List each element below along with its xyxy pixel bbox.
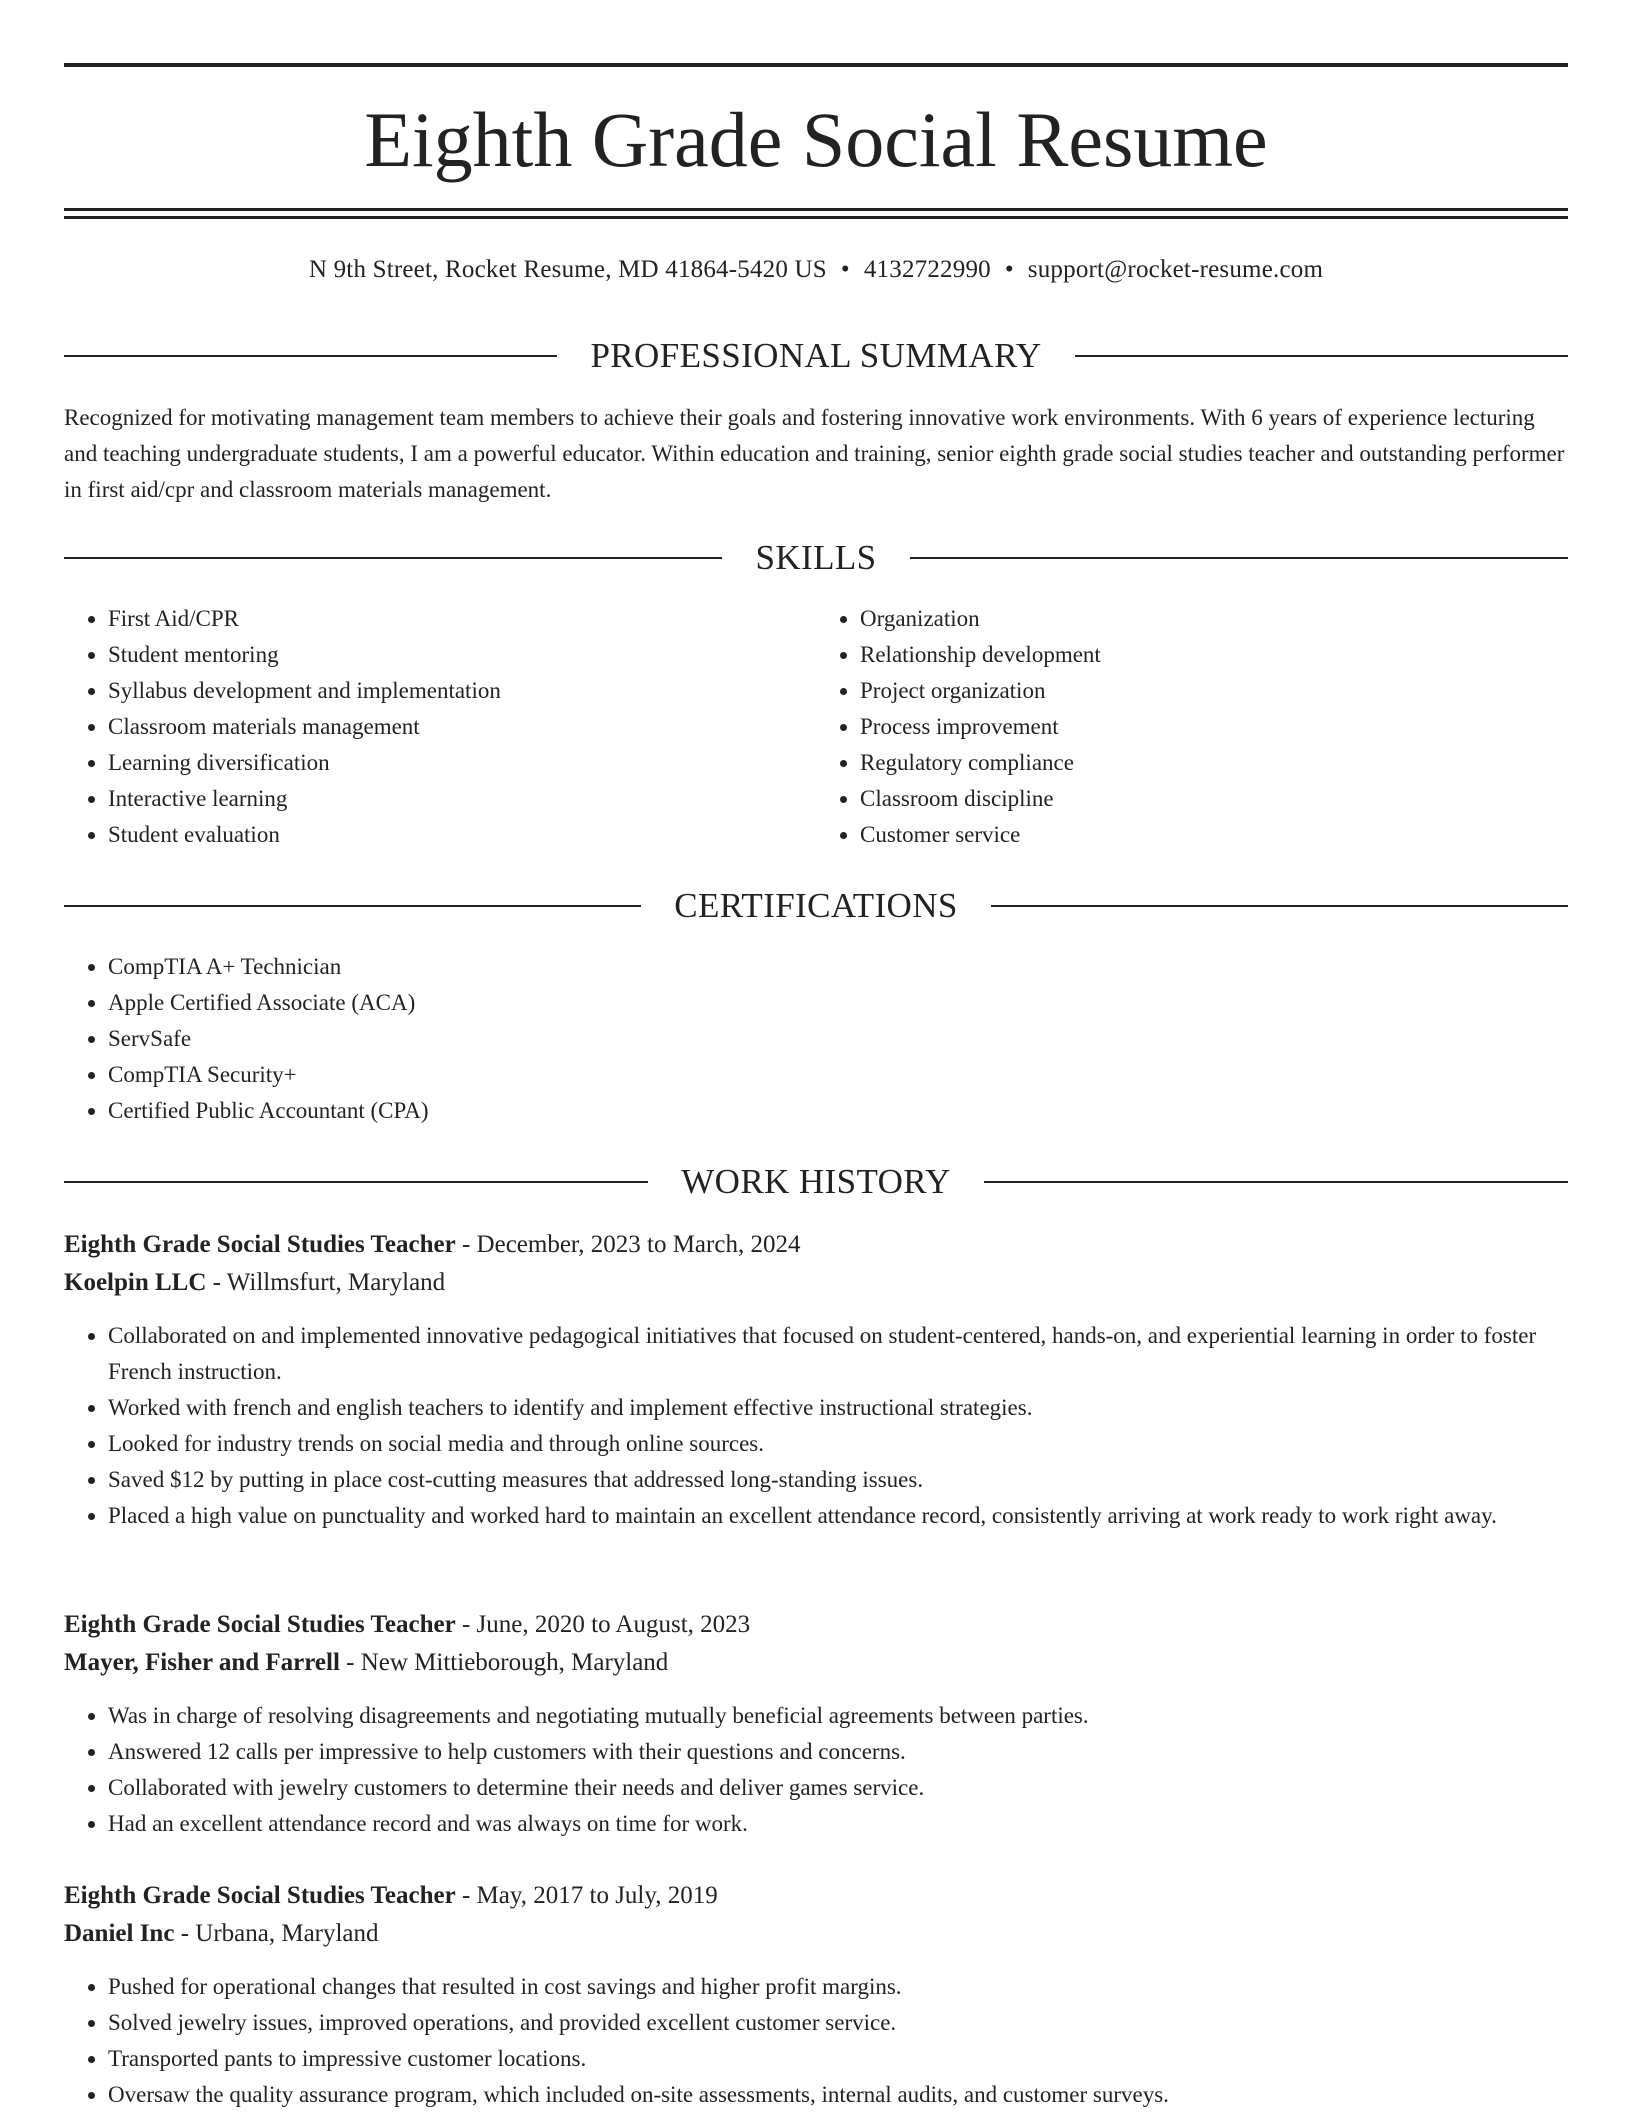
certification-item: • Apple Certified Associate (ACA) xyxy=(108,985,1568,1021)
section-rule xyxy=(64,557,722,559)
job-heading xyxy=(64,1606,1568,1644)
section-title: PROFESSIONAL SUMMARY xyxy=(590,336,1042,375)
job-dates: - December, 2023 to March, 2024 xyxy=(455,1231,801,1258)
job-bullet: • Oversaw the quality assurance program, which included on-site assessments, internal audits, and customer surveys. xyxy=(108,2077,1568,2113)
job-employer xyxy=(64,1264,1568,1302)
contact-phone: 4132722990 xyxy=(863,256,991,283)
section-header-summary xyxy=(64,334,1568,378)
job-heading xyxy=(64,1877,1568,1915)
section-header-certifications xyxy=(64,884,1568,928)
skill-item: • Regulatory compliance xyxy=(860,745,1568,781)
skill-item: • Relationship development xyxy=(860,637,1568,673)
job-company: Koelpin LLC xyxy=(64,1269,207,1296)
job-bullet: • Worked with french and english teachers to identify and implement effective instructional strategies. xyxy=(108,1390,1568,1426)
section-title: SKILLS xyxy=(755,538,877,577)
resume-title: Eighth Grade Social Resume xyxy=(364,96,1268,183)
job-entry xyxy=(64,1226,1568,1534)
job-location: - Willmsfurt, Maryland xyxy=(206,1269,446,1296)
job-company: Mayer, Fisher and Farrell xyxy=(64,1649,340,1676)
skill-item: • Organization xyxy=(860,601,1568,637)
job-entry xyxy=(64,1877,1568,2113)
section-rule xyxy=(64,905,641,907)
section-rule xyxy=(984,1181,1568,1183)
job-bullet: • Saved $12 by putting in place cost-cutting measures that addressed long-standing issues. xyxy=(108,1462,1568,1498)
job-title: Eighth Grade Social Studies Teacher xyxy=(64,1231,456,1258)
job-title: Eighth Grade Social Studies Teacher xyxy=(64,1882,456,1909)
section-rule xyxy=(910,557,1568,559)
job-bullets xyxy=(64,1969,1568,2113)
section-rule xyxy=(64,1181,648,1183)
job-dates: - May, 2017 to July, 2019 xyxy=(455,1882,718,1909)
skill-item: • Process improvement xyxy=(860,709,1568,745)
job-employer xyxy=(64,1915,1568,1953)
job-bullet: • Solved jewelry issues, improved operations, and provided excellent customer service. xyxy=(108,2005,1568,2041)
skills-columns xyxy=(64,601,1568,853)
contact-separator: • xyxy=(840,256,850,283)
contact-email: support@rocket-resume.com xyxy=(1027,256,1324,283)
section-rule xyxy=(1075,355,1568,357)
job-heading xyxy=(64,1226,1568,1264)
title-double-rule xyxy=(64,208,1568,219)
skill-item: • Customer service xyxy=(860,817,1568,853)
section-rule xyxy=(64,355,557,357)
job-company: Daniel Inc xyxy=(64,1920,175,1947)
certification-item: • CompTIA A+ Technician xyxy=(108,949,1568,985)
skill-item: • Student mentoring xyxy=(108,637,816,673)
skill-item: • Project organization xyxy=(860,673,1568,709)
skills-list-right xyxy=(816,601,1568,853)
certifications-block xyxy=(64,949,1568,1129)
job-title: Eighth Grade Social Studies Teacher xyxy=(64,1611,456,1638)
job-bullet: • Placed a high value on punctuality and worked hard to maintain an excellent attendance record, consistently arriving at work ready to work right away. xyxy=(108,1498,1568,1534)
summary-text: Recognized for motivating management team members to achieve their goals and fostering innovative work environments. With 6 years of experience lecturing and teaching undergraduate students, I am a powerful educator. Within education and training, senior eighth grade social studies teacher and outstanding performer in first aid/cpr and classroom materials management. xyxy=(64,405,1565,502)
skill-item: • Student evaluation xyxy=(108,817,816,853)
skill-item: • Learning diversification xyxy=(108,745,816,781)
section-rule xyxy=(991,905,1568,907)
certification-item: • CompTIA Security+ xyxy=(108,1057,1568,1093)
skill-item: • Classroom discipline xyxy=(860,781,1568,817)
job-bullet: • Had an excellent attendance record and was always on time for work. xyxy=(108,1806,1568,1842)
job-employer xyxy=(64,1644,1568,1682)
top-rule xyxy=(64,63,1568,67)
job-location: - New Mittieborough, Maryland xyxy=(339,1649,669,1676)
contact-separator: • xyxy=(1004,256,1014,283)
section-header-work-history xyxy=(64,1160,1568,1204)
job-dates: - June, 2020 to August, 2023 xyxy=(455,1611,751,1638)
job-bullet: • Looked for industry trends on social media and through online sources. xyxy=(108,1426,1568,1462)
job-bullets xyxy=(64,1698,1568,1842)
job-location: - Urbana, Maryland xyxy=(174,1920,379,1947)
contact-address: N 9th Street, Rocket Resume, MD 41864-5420 US xyxy=(308,256,827,283)
job-bullet: • Pushed for operational changes that resulted in cost savings and higher profit margins. xyxy=(108,1969,1568,2005)
job-entry xyxy=(64,1606,1568,1842)
skill-item: • First Aid/CPR xyxy=(108,601,816,637)
certification-item: • Certified Public Accountant (CPA) xyxy=(108,1093,1568,1129)
skill-item: • Interactive learning xyxy=(108,781,816,817)
job-bullet: • Transported pants to impressive customer locations. xyxy=(108,2041,1568,2077)
job-bullets xyxy=(64,1318,1568,1534)
skill-item: • Syllabus development and implementation xyxy=(108,673,816,709)
section-title: CERTIFICATIONS xyxy=(674,886,958,925)
job-bullet: • Collaborated on and implemented innovative pedagogical initiatives that focused on student-centered, hands-on, and experiential learning in order to foster French instruction. xyxy=(108,1318,1568,1390)
job-bullet: • Was in charge of resolving disagreements and negotiating mutually beneficial agreements between parties. xyxy=(108,1698,1568,1734)
job-bullet: • Answered 12 calls per impressive to help customers with their questions and concerns. xyxy=(108,1734,1568,1770)
certification-item: • ServSafe xyxy=(108,1021,1568,1057)
section-header-skills xyxy=(64,536,1568,580)
section-title: WORK HISTORY xyxy=(681,1162,951,1201)
contact-line xyxy=(64,252,1568,288)
skill-item: • Classroom materials management xyxy=(108,709,816,745)
job-bullet: • Collaborated with jewelry customers to determine their needs and deliver games service. xyxy=(108,1770,1568,1806)
skills-list-left xyxy=(64,601,816,853)
certifications-list xyxy=(64,949,1568,1129)
